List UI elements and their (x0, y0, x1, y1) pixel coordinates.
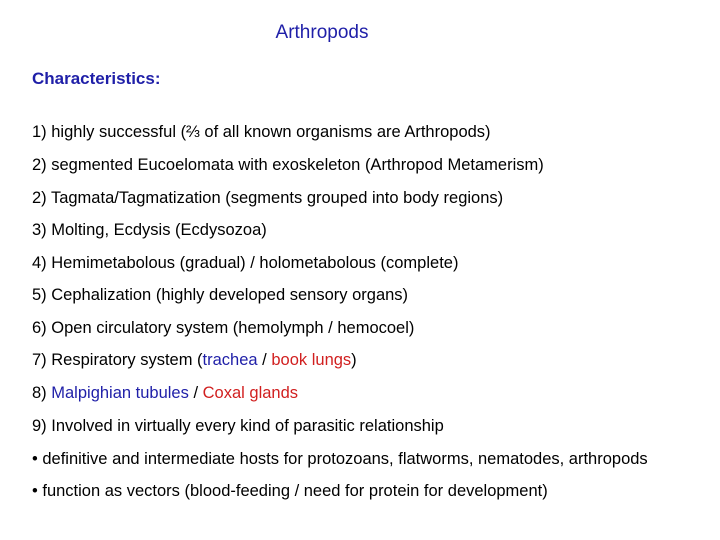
respiratory-suffix: ) (351, 351, 357, 369)
list-item-metamorphosis: 4) Hemimetabolous (gradual) / holometabolous (complete) (32, 254, 459, 272)
respiratory-separator: / (257, 351, 272, 369)
book-lungs-term: book lungs (271, 351, 352, 369)
bullet-item-hosts: • definitive and intermediate hosts for protozoans, flatworms, nematodes, arthropods (32, 450, 648, 468)
list-item-excretory (32, 383, 298, 403)
list-item-tagmata: 2) Tagmata/Tagmatization (segments grouped into body regions) (32, 189, 504, 207)
list-item-circulatory: 6) Open circulatory system (hemolymph / hemocoel) (32, 319, 415, 337)
malpighian-term: Malpighian tubules (51, 384, 189, 402)
list-item-cephalization: 5) Cephalization (highly developed sensory organs) (32, 286, 409, 304)
list-item-parasitic: 9) Involved in virtually every kind of parasitic relationship (32, 417, 444, 435)
list-item-segmentation: 2) segmented Eucoelomata with exoskeleton (Arthropod Metamerism) (32, 156, 544, 174)
list-item-respiratory (32, 350, 357, 370)
respiratory-prefix: 7) Respiratory system ( (32, 351, 203, 369)
coxal-glands-term: Coxal glands (202, 384, 299, 402)
slide-title: Arthropods (275, 22, 369, 43)
excretory-prefix: 8) (32, 384, 52, 402)
section-heading: Characteristics: (32, 69, 161, 88)
trachea-term: trachea (202, 351, 258, 369)
list-item-success: 1) highly successful (⅔ of all known organisms are Arthropods) (32, 123, 491, 141)
excretory-separator: / (188, 384, 203, 402)
list-item-molting: 3) Molting, Ecdysis (Ecdysozoa) (32, 221, 267, 239)
bullet-item-vectors: • function as vectors (blood-feeding / need for protein for development) (32, 482, 548, 500)
